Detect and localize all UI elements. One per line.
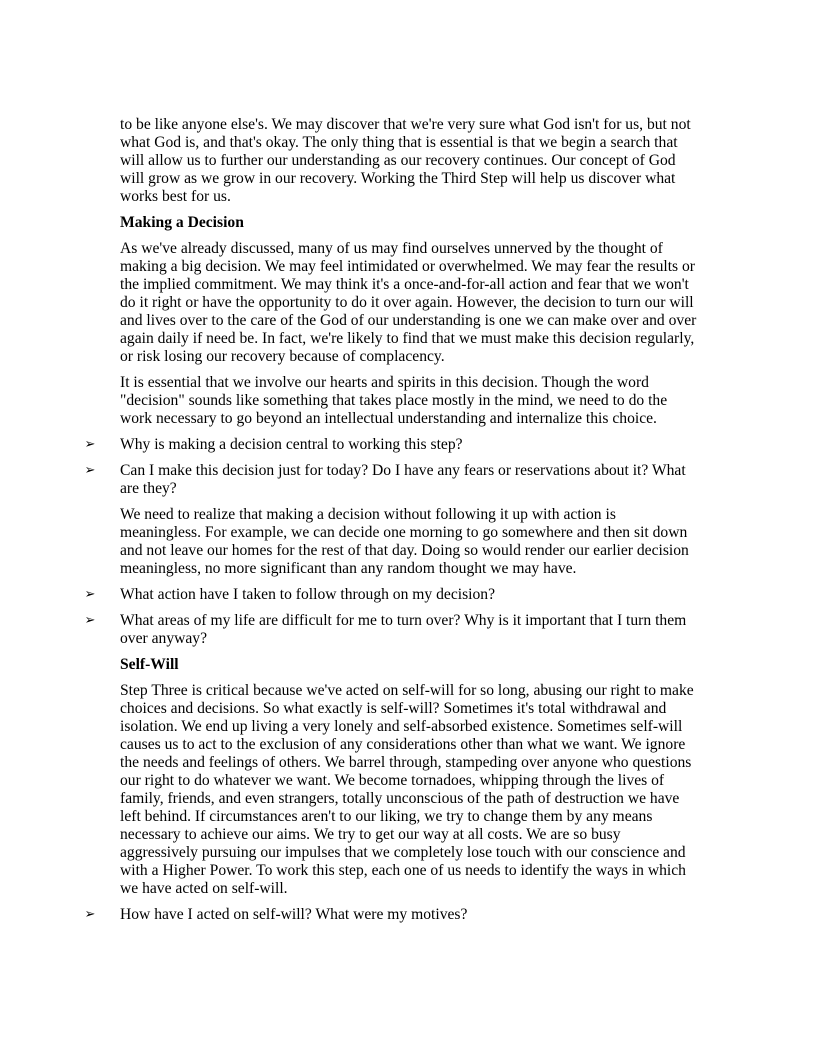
question-text: What action have I taken to follow through on my decision?: [120, 586, 496, 603]
decision-paragraph-1: As we've already discussed, many of us may find ourselves unnerved by the thought of making a big decision. We may feel intimidated or overwhelmed. We may fear the results or the implied commitment. We may think it's a once-and-for-all action and fear that we won't do it right or have the opportunity to do it over again. However, the decision to turn our will and lives over to the care of the God of our understanding is one we can make over and over again daily if need be. In fact, we're likely to find that we must make this decision regularly, or risk losing our recovery because of complacency.: [120, 240, 697, 365]
decision-paragraph-2: It is essential that we involve our hearts and spirits in this decision. Though the word "decision" sounds like something that takes place mostly in the mind, we need to do the work necessary to go beyond an intellectual understanding and internalize this choice.: [120, 374, 668, 427]
arrow-bullet-icon: ➢: [84, 907, 96, 922]
question-item: [84, 462, 700, 498]
page-content: [84, 116, 700, 932]
self-will-paragraph: Step Three is critical because we've acted on self-will for so long, abusing our right to make choices and decisions. So what exactly is self-will? Sometimes it's total withdrawal and isolation. We end up living a very lonely and self-absorbed existence. Sometimes self-will causes us to act to the exclusion of any considerations other than what we want. We ignore the needs and feelings of others. We barrel through, stampeding over anyone who questions our right to do whatever we want. We become tornadoes, whipping through the lives of family, friends, and even strangers, totally unconscious of the path of destruction we have left behind. If circumstances aren't to our liking, we try to change them by any means necessary to achieve our aims. We try to get our way at all costs. We are so busy aggressively pursuing our impulses that we completely lose touch with our conscience and with a Higher Power. To work this step, each one of us needs to identify the ways in which we have acted on self-will.: [120, 682, 694, 897]
arrow-bullet-icon: ➢: [84, 613, 96, 628]
intro-paragraph: to be like anyone else's. We may discover that we're very sure what God isn't for us, but not what God is, and that's okay. The only thing that is essential is that we begin a search that will allow us to further our understanding as our recovery continues. Our concept of God will grow as we grow in our recovery. Working the Third Step will help us discover what works best for us.: [120, 116, 691, 205]
question-text: Can I make this decision just for today? Do I have any fears or reservations about it? What are they?: [120, 462, 686, 497]
arrow-bullet-icon: ➢: [84, 437, 96, 452]
question-item: [84, 436, 700, 454]
question-item: [84, 586, 700, 604]
question-item: [84, 612, 700, 648]
arrow-bullet-icon: ➢: [84, 463, 96, 478]
question-text: How have I acted on self-will? What were my motives?: [120, 906, 468, 923]
heading-self-will: Self-Will: [120, 656, 179, 673]
arrow-bullet-icon: ➢: [84, 587, 96, 602]
question-text: What areas of my life are difficult for me to turn over? Why is it important that I turn them over anyway?: [120, 612, 687, 647]
question-item: [84, 906, 700, 924]
action-paragraph: We need to realize that making a decision without following it up with action is meaningless. For example, we can decide one morning to go somewhere and then sit down and not leave our homes for the rest of that day. Doing so would render our earlier decision meaningless, no more significant than any random thought we may have.: [120, 506, 689, 577]
heading-making-a-decision: Making a Decision: [120, 214, 244, 231]
question-text: Why is making a decision central to working this step?: [120, 436, 463, 453]
